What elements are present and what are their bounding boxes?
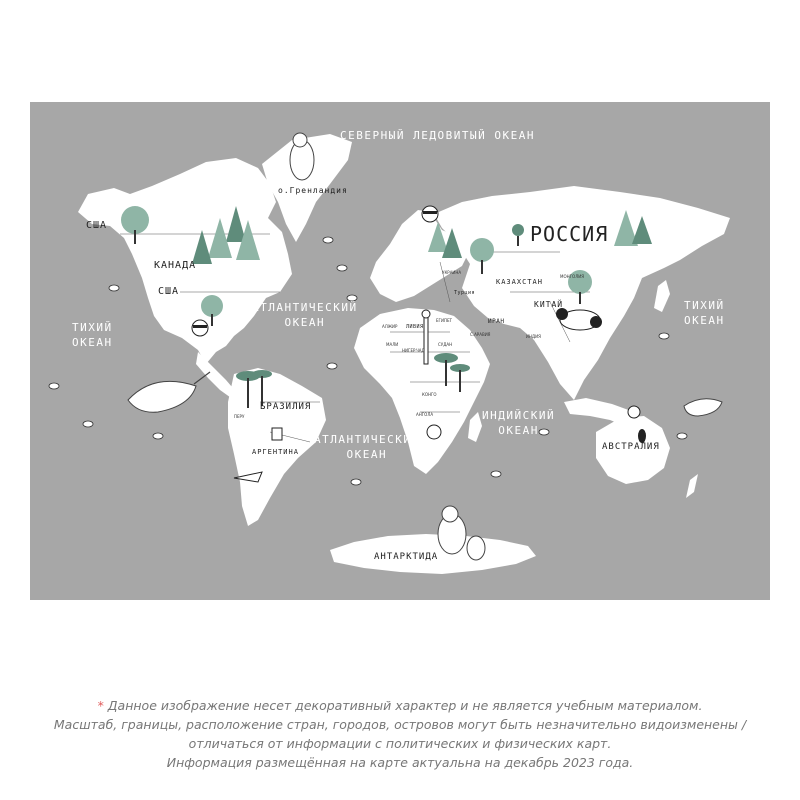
disclaimer-line-1 bbox=[20, 696, 780, 715]
label-india: ИНДИЯ bbox=[526, 334, 541, 339]
label-sudan: СУДАН bbox=[438, 342, 453, 347]
narwhal-icon bbox=[128, 372, 210, 412]
world-map bbox=[30, 102, 770, 600]
map-canvas bbox=[30, 102, 770, 600]
new-zealand-shape bbox=[686, 474, 698, 498]
ocean-label-indian: ИНДИЙСКИЙ ОКЕАН bbox=[482, 409, 556, 437]
penguin-icon bbox=[638, 429, 646, 443]
label-saudi: С.АРАВИЯ bbox=[470, 332, 491, 337]
asterisk: * bbox=[97, 698, 104, 713]
south-america-shape bbox=[228, 368, 326, 526]
llama-icon bbox=[272, 428, 282, 440]
label-libya: ЛИВИЯ bbox=[406, 324, 424, 330]
whale-icon bbox=[684, 399, 722, 416]
label-congo: КОНГО bbox=[422, 392, 437, 397]
ocean-label-pacific-east: ТИХИЙ ОКЕАН bbox=[684, 299, 725, 327]
label-ukraine: УКРАИНА bbox=[442, 270, 462, 275]
label-china: КИТАЙ bbox=[534, 300, 564, 309]
ocean-label-atlantic-north: АТЛАНТИЧЕСКИЙ ОКЕАН bbox=[252, 301, 358, 329]
label-kazakhstan: КАЗАХСТАН bbox=[496, 278, 543, 286]
label-usa: США bbox=[158, 286, 180, 297]
label-turkey: Турция bbox=[454, 290, 476, 296]
label-australia: АВСТРАЛИЯ bbox=[602, 442, 660, 452]
label-iran: ИРАН bbox=[488, 318, 505, 325]
label-greenland: о.Гренландия bbox=[278, 186, 348, 195]
label-peru: ПЕРУ bbox=[234, 414, 245, 419]
disclaimer bbox=[20, 696, 780, 772]
label-canada: КАНАДА bbox=[154, 260, 197, 271]
disclaimer-line-3: отличаться от информации с политических и физических карт. bbox=[188, 736, 612, 751]
label-algeria: АЛЖИР bbox=[382, 324, 398, 329]
label-mongolia: МОНГОЛИЯ bbox=[560, 274, 584, 279]
label-antarctica: АНТАРКТИДА bbox=[374, 552, 439, 562]
disclaimer-line-2: Масштаб, границы, расположение стран, городов, островов могут быть незначительно видоизменены / bbox=[53, 717, 747, 732]
label-brazil: БРАЗИЛИЯ bbox=[260, 402, 312, 412]
label-angola: АНГОЛА bbox=[416, 412, 434, 417]
raccoon-icon bbox=[422, 206, 438, 222]
japan-shape bbox=[654, 280, 670, 312]
madagascar-shape bbox=[468, 412, 482, 442]
label-russia: РОССИЯ bbox=[530, 222, 609, 246]
ocean-label-atlantic-south: АТЛАНТИЧЕСКИЙ ОКЕАН bbox=[314, 433, 420, 461]
label-usa-alaska: США bbox=[86, 220, 108, 231]
label-argentina: АРГЕНТИНА bbox=[252, 448, 299, 456]
label-niger: НИГЕР bbox=[402, 348, 416, 353]
label-egypt: ЕГИПЕТ bbox=[436, 318, 452, 323]
raccoon-icon bbox=[192, 320, 208, 336]
label-mali: МАЛИ bbox=[386, 342, 399, 347]
koala-icon bbox=[628, 406, 640, 418]
monkey-icon bbox=[427, 425, 441, 439]
label-chad: ЧАД bbox=[416, 348, 425, 353]
ocean-label-pacific-west: ТИХИЙ ОКЕАН bbox=[72, 321, 113, 349]
disclaimer-text-1: Данное изображение несет декоративный характер и не является учебным материалом. bbox=[103, 698, 703, 713]
ocean-label-arctic: СЕВЕРНЫЙ ЛЕДОВИТЫЙ ОКЕАН bbox=[340, 129, 535, 142]
disclaimer-line-4: Информация размещённая на карте актуальна на декабрь 2023 года. bbox=[166, 755, 634, 770]
